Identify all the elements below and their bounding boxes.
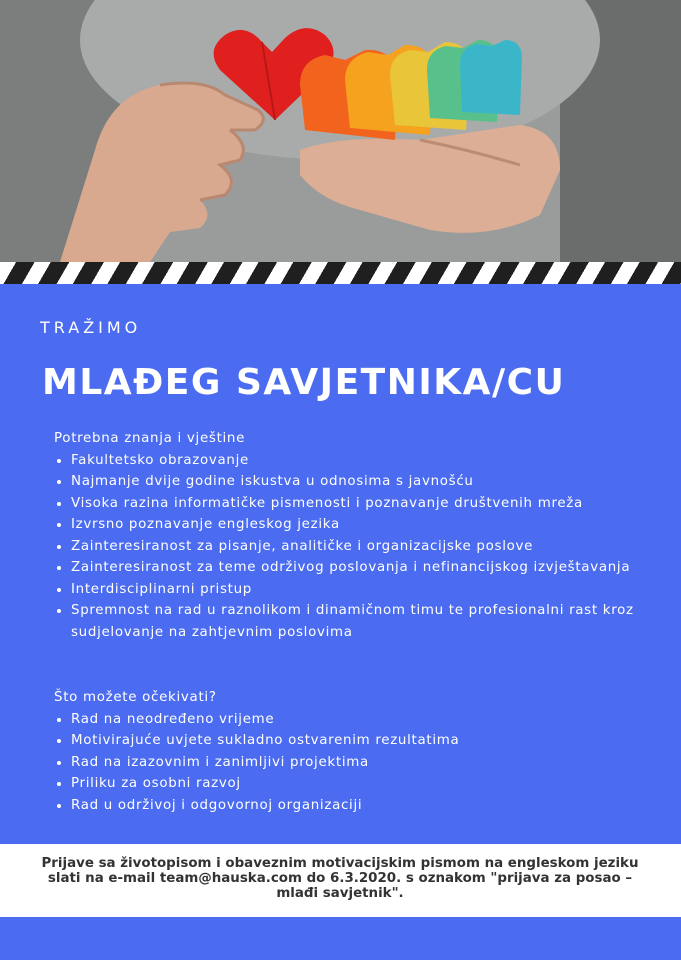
offer-list <box>54 709 634 817</box>
application-instructions: Prijave sa životopisom i obaveznim motivacijskim pismom na engleskom jeziku slati na e-mail team@hauska.com do 6.3.2020. s oznakom "prijava za posao – mlađi savjetnik". <box>41 856 639 901</box>
offer-item: • Rad na neodređeno vrijeme <box>71 709 634 731</box>
requirement-item: • Najmanje dvije godine iskustva u odnosima s javnošću <box>71 471 634 493</box>
eyebrow-label: TRAŽIMO <box>40 318 142 337</box>
offer-item: • Priliku za osobni razvoj <box>71 773 634 795</box>
bottom-band <box>0 917 681 960</box>
requirements-list <box>54 450 634 644</box>
requirements-section <box>54 428 634 643</box>
requirements-heading: Potrebna znanja i vještine <box>54 431 246 446</box>
requirement-item: • Zainteresiranost za teme održivog poslovanja i nefinancijskog izvještavanja <box>71 557 634 579</box>
requirement-item: • Izvrsno poznavanje engleskog jezika <box>71 514 634 536</box>
offer-item: • Motivirajuće uvjete sukladno ostvarenim rezultatima <box>71 730 634 752</box>
offer-item: • Rad na izazovnim i zanimljivi projektima <box>71 752 634 774</box>
job-title-heading: MLAĐEG SAVJETNIKA/CU <box>42 362 566 403</box>
requirement-item: • Interdisciplinarni pristup <box>71 579 634 601</box>
header-photo <box>0 0 681 262</box>
offer-item: • Rad u održivoj i odgovornoj organizaciji <box>71 795 634 817</box>
requirement-item: • Fakultetsko obrazovanje <box>71 450 634 472</box>
requirement-item: • Zainteresiranost za pisanje, analitičke i organizacijske poslove <box>71 536 634 558</box>
striped-divider <box>0 262 681 284</box>
offer-section <box>54 687 634 816</box>
requirement-item: • Visoka razina informatičke pismenosti i poznavanje društvenih mreža <box>71 493 634 515</box>
offer-heading: Što možete očekivati? <box>54 690 217 705</box>
application-footer <box>0 844 681 917</box>
main-panel <box>0 284 681 844</box>
hands-holding-hearts-icon <box>0 0 681 262</box>
requirement-item: • Spremnost na rad u raznolikom i dinamičnom timu te profesionalni rast kroz sudjelovanje na zahtjevnim poslovima <box>71 600 634 643</box>
